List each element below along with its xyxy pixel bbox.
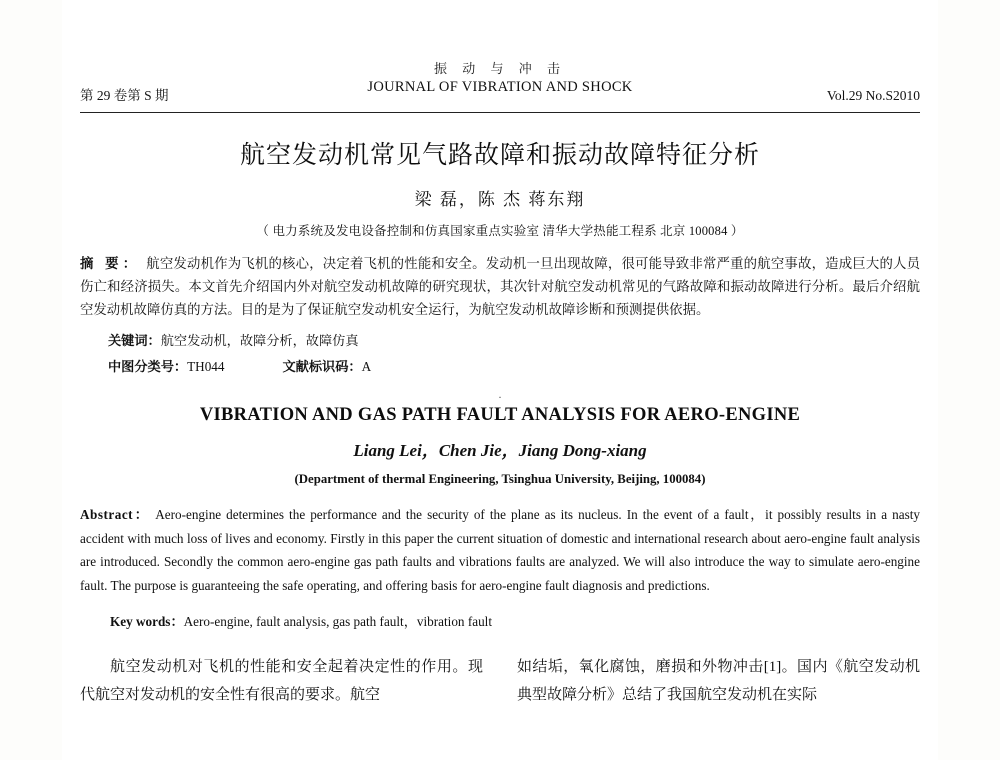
section-separator: . <box>498 387 502 402</box>
journal-titles <box>80 60 920 97</box>
abstract-label-en: Abstract： <box>80 507 151 523</box>
page-title-cn: 航空发动机常见气路故障和振动故障特征分析 <box>239 142 760 169</box>
doc-code-label: 文献标识码： <box>282 359 362 375</box>
doc-code-value: A <box>361 359 372 375</box>
page-title-en: VIBRATION AND GAS PATH FAULT ANALYSIS FOR AERO-ENGINE <box>199 405 801 426</box>
paper-content <box>62 0 938 710</box>
body-paragraph-left: 航空发动机对飞机的性能和安全起着决定性的作用。现代航空对发动机的安全性有很高的要求。航空 <box>80 659 483 703</box>
authors-en: Liang Lei，Chen Jie，Jiang Dong-xiang <box>353 441 647 461</box>
keywords-cn <box>80 330 920 349</box>
body-paragraph-right: 如结垢，氧化腐蚀，磨损和外物冲击[1]。国内《航空发动机典型故障分析》总结了我国航空发动机在实际 <box>517 659 920 703</box>
keywords-text-en: Aero-engine, fault analysis, gas path fault，vibration fault <box>183 614 492 630</box>
abstract-cn <box>80 252 920 321</box>
authors-cn: 梁 磊，陈 杰 蒋东翔 <box>414 190 586 209</box>
volume-issue-cn: 第 29 卷第 S 期 <box>80 88 169 103</box>
keywords-label-cn: 关键词： <box>108 333 161 349</box>
body-column-right <box>517 654 920 710</box>
journal-name-cn: 振 动 与 冲 击 <box>433 61 566 76</box>
body-column-left <box>80 654 483 710</box>
paper-sheet <box>62 0 938 760</box>
abstract-label-cn: 摘 要： <box>80 256 141 271</box>
clc-value: TH044 <box>187 359 225 375</box>
affiliation-cn: （ 电力系统及发电设备控制和仿真国家重点实验室 清华大学热能工程系 北京 100084 ） <box>256 224 744 238</box>
abstract-text-en: Aero-engine determines the performance and the security of the plane as its nucleus. In the event of a fault，it possibly results in a nasty accident with much loss of lives and economy. Firstly in this paper the current situation of domestic and international research about aero-engine fault analysis are introduced. Secondly the common aero-engine gas path faults and vibrations faults are analyzed. We will also introduce the way to simulate aero-engine fault. The purpose is guaranteeing the safe operating, and offering basis for aero-engine fault diagnosis and predictions. <box>80 507 920 593</box>
abstract-text-cn: 航空发动机作为飞机的核心，决定着飞机的性能和安全。发动机一旦出现故障，很可能导致非常严重的航空事故，造成巨大的人员伤亡和经济损失。本文首先介绍国内外对航空发动机故障的研究现状，其次针对航空发动机常见的气路故障和振动故障进行分析。最后介绍航空发动机故障仿真的方法。目的是为了保证航空发动机安全运行，为航空发动机故障诊断和预测提供依据。 <box>80 256 920 318</box>
keywords-label-en: Key words： <box>110 614 184 630</box>
classification-line <box>80 356 920 375</box>
body-columns <box>80 654 920 710</box>
running-head <box>80 60 920 106</box>
clc-label: 中图分类号： <box>108 359 188 375</box>
journal-name-en: JOURNAL OF VIBRATION AND SHOCK <box>367 78 633 95</box>
keywords-en <box>80 611 920 630</box>
affiliation-en: (Department of thermal Engineering, Tsinghua University, Beijing, 100084) <box>294 472 706 487</box>
keywords-text-cn: 航空发动机，故障分析，故障仿真 <box>160 333 359 349</box>
abstract-en <box>80 503 920 597</box>
header-rule <box>80 112 920 113</box>
volume-issue-en: Vol.29 No.S2010 <box>826 88 920 103</box>
